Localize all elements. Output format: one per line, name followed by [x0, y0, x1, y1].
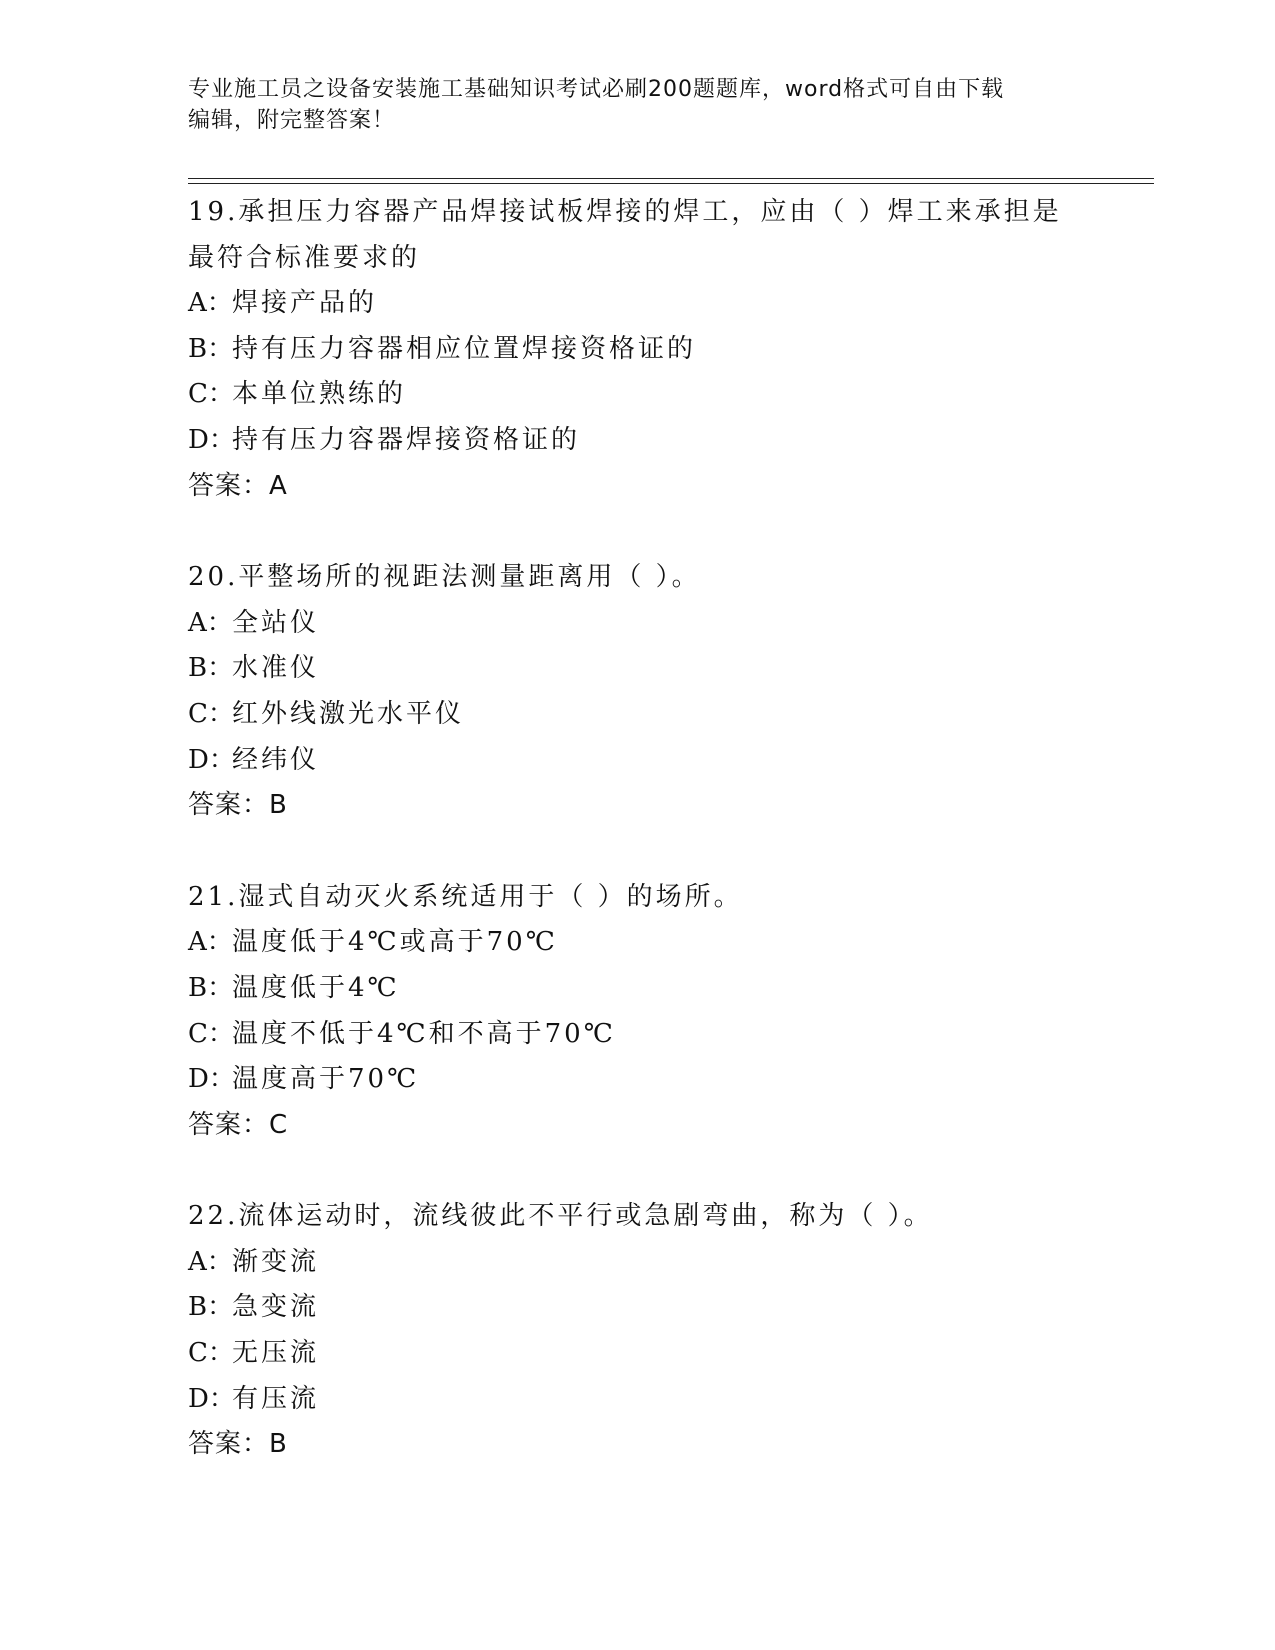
- question-text: [188, 190, 1088, 236]
- option-a: [188, 1240, 1088, 1286]
- option-text: 红外线激光水平仪: [232, 698, 465, 729]
- option-letter: A：: [188, 927, 233, 958]
- option-d: [188, 1377, 1088, 1423]
- option-letter: C：: [188, 698, 234, 729]
- answer-label: 答案：: [188, 470, 270, 501]
- answer: [188, 1103, 1088, 1149]
- option-c: [188, 692, 1088, 738]
- question-stem-line1: 平整场所的视距法测量距离用（ ）。: [238, 562, 701, 593]
- question-list: [188, 190, 1088, 1468]
- question-20: [188, 555, 1088, 829]
- option-text: 有压流: [232, 1383, 320, 1414]
- question-number: 20.: [188, 562, 239, 593]
- option-letter: B：: [188, 972, 234, 1003]
- option-letter: C：: [188, 1338, 234, 1369]
- header-divider-bottom: [188, 183, 1154, 184]
- question-text: [188, 555, 1088, 601]
- question-number: 22.: [188, 1201, 239, 1232]
- option-a: [188, 920, 1088, 966]
- answer: [188, 1422, 1088, 1468]
- option-c: [188, 1331, 1088, 1377]
- option-c: [188, 372, 1088, 418]
- option-text: 焊接产品的: [232, 288, 378, 319]
- question-stem-line1: 承担压力容器产品焊接试板焊接的焊工，应由（ ）焊工来承担是: [238, 197, 1062, 227]
- option-letter: C：: [188, 379, 234, 410]
- option-d: [188, 1057, 1088, 1103]
- answer-value: B: [269, 1429, 288, 1460]
- option-text: 无压流: [232, 1338, 320, 1369]
- question-19: [188, 190, 1088, 509]
- header-title-line2: 编辑，附完整答案！: [188, 108, 396, 133]
- answer-value: A: [269, 470, 288, 501]
- answer-label: 答案：: [188, 1429, 270, 1460]
- option-text: 本单位熟练的: [232, 379, 407, 410]
- option-d: [188, 738, 1088, 784]
- question-22: [188, 1194, 1088, 1468]
- question-text: [188, 1194, 1088, 1240]
- page-header: [188, 74, 1088, 136]
- option-letter: D：: [188, 744, 235, 775]
- option-text: 经纬仪: [232, 744, 320, 775]
- option-text: 持有压力容器焊接资格证的: [232, 424, 581, 455]
- option-b: [188, 1285, 1088, 1331]
- option-c: [188, 1012, 1088, 1058]
- option-text: 急变流: [232, 1292, 320, 1323]
- option-b: [188, 966, 1088, 1012]
- option-text: 水准仪: [232, 653, 320, 684]
- option-text: 渐变流: [232, 1246, 320, 1277]
- question-number: 19.: [188, 197, 239, 227]
- option-text: 温度低于4℃: [232, 972, 400, 1003]
- option-letter: D：: [188, 1383, 235, 1414]
- answer-value: C: [269, 1109, 289, 1140]
- answer: [188, 783, 1088, 829]
- option-text: 温度高于70℃: [232, 1064, 420, 1095]
- option-letter: C：: [188, 1018, 234, 1049]
- answer-label: 答案：: [188, 1109, 270, 1140]
- option-a: [188, 601, 1088, 647]
- option-letter: D：: [188, 1064, 235, 1095]
- question-21: [188, 875, 1088, 1149]
- option-letter: B：: [188, 1292, 234, 1323]
- question-text: [188, 875, 1088, 921]
- option-text: 温度低于4℃或高于70℃: [232, 927, 558, 958]
- option-a: [188, 281, 1088, 327]
- question-stem-line1: 流体运动时，流线彼此不平行或急剧弯曲，称为（ ）。: [238, 1201, 933, 1232]
- option-letter: B：: [188, 653, 234, 684]
- option-text: 温度不低于4℃和不高于70℃: [232, 1018, 616, 1049]
- answer-label: 答案：: [188, 790, 270, 821]
- question-stem-line2: 最符合标准要求的: [188, 242, 421, 273]
- header-title-line1: 专业施工员之设备安装施工基础知识考试必刷200题题库，word格式可自由下载: [188, 77, 1005, 102]
- option-letter: A：: [188, 288, 233, 319]
- option-b: [188, 646, 1088, 692]
- question-stem-line1: 湿式自动灭火系统适用于（ ）的场所。: [238, 881, 743, 912]
- answer: [188, 464, 1088, 510]
- option-b: [188, 327, 1088, 373]
- option-text: 持有压力容器相应位置焊接资格证的: [232, 333, 697, 364]
- option-letter: A：: [188, 607, 233, 638]
- option-letter: D：: [188, 424, 235, 455]
- option-text: 全站仪: [232, 607, 320, 638]
- option-d: [188, 418, 1088, 464]
- question-number: 21.: [188, 881, 239, 912]
- answer-value: B: [269, 790, 288, 821]
- header-divider-top: [188, 178, 1154, 179]
- option-letter: B：: [188, 333, 234, 364]
- option-letter: A：: [188, 1246, 233, 1277]
